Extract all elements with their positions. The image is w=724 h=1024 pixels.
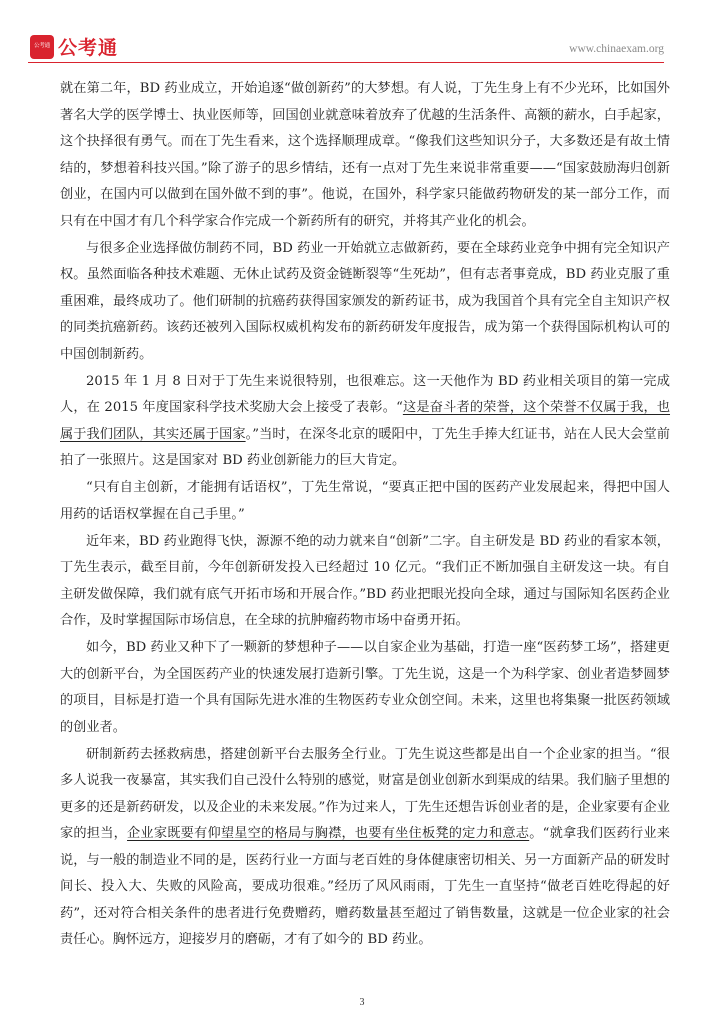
paragraph-1	[60, 76, 670, 235]
underlined-text: 这是奋斗者的荣誉，这个荣誉不仅属于我，也属于我们团队，其实还属于国家	[60, 400, 671, 442]
paragraph-text: 2015 年 1 月 8 日对于丁先生来说很特别，也很难忘。这一天他作为 BD 药业相关项目的第一完成人，在 2015 年度国家科学技术奖励大会上接受了表彰。“	[60, 373, 670, 415]
document-body	[60, 76, 670, 954]
header-divider	[28, 62, 664, 63]
paragraph-text: “只有自主创新，才能拥有话语权”，丁先生常说，“要真正把中国的医药产业发展起来，得把中国人用药的话语权掌握在自己手里。”	[60, 480, 670, 522]
paragraph-2	[60, 236, 670, 369]
logo-badge-text: 公考通	[34, 43, 50, 50]
logo-badge	[30, 35, 54, 59]
paragraph-6	[60, 635, 670, 741]
paragraph-text: 研制新药去拯救病患，搭建创新平台去服务全行业。丁先生说这些都是出自一个企业家的担当。“很多人说我一夜暴富，其实我们自己没什么特别的感觉，财富是创业创新水到渠成的结果。我们脑子里想的更多的还是新药研发，以及企业的未来发展。”作为过来人，丁先生还想告诉创业者的是，企业家要有企业家的担当，	[60, 746, 670, 841]
site-url: www.chinaexam.org	[569, 43, 664, 55]
paragraph-text: 。”当时，在深冬北京的暖阳中，丁先生手捧大红证书，站在人民大会堂前拍了一张照片。这是国家对 BD 药业创新能力的巨大肯定。	[60, 426, 670, 468]
page-header	[28, 28, 664, 62]
paragraph-text: 如今，BD 药业又种下了一颗新的梦想种子——以自家企业为基础，打造一座“医药梦工场”，搭建更大的创新平台，为全国医药产业的快速发展打造新引擎。丁先生说，这是一个为科学家、创业者造梦圆梦的项目，目标是打造一个具有国际先进水准的生物医药专业众创空间。未来，这里也将集聚一批医药领域的创业者。	[60, 640, 670, 735]
underlined-text: 企业家既要有仰望星空的格局与胸襟，也要有坐住板凳的定力和意志	[127, 826, 530, 841]
paragraph-5	[60, 529, 670, 635]
logo-text: 公考通	[58, 37, 119, 59]
paragraph-text: 近年来，BD 药业跑得飞快，源源不绝的动力就来自“创新”二字。自主研发是 BD 药业的看家本领，丁先生表示，截至目前，今年创新研发投入已经超过 10 亿元。“我们正不断加强自主研发这一块。有自主研发做保障，我们就有底气开拓市场和开展合作。”BD 药业把眼光投向全球，通过与国际知名医药企业合作，及时掌握国际市场信息，在全球的抗肿瘤药物市场中奋勇开拓。	[60, 533, 670, 628]
paragraph-text: 就在第二年，BD 药业成立，开始追逐“做创新药”的大梦想。有人说，丁先生身上有不少光环，比如国外著名大学的医学博士、执业医师等，回国创业就意味着放弃了优越的生活条件、高额的薪水，白手起家，这个抉择很有勇气。而在丁先生看来，这个选择顺理成章。“像我们这些知识分子，大多数还是有故土情结的，梦想着科技兴国。”除了游子的思乡情结，还有一点对丁先生来说非常重要——“国家鼓励海归创新创业，在国内可以做到在国外做不到的事”。他说，在国外，科学家只能做药物研发的某一部分工作，而只有在中国才有几个科学家合作完成一个新药所有的研究，并将其产业化的机会。	[60, 81, 670, 229]
paragraph-text: 与很多企业选择做仿制药不同，BD 药业一开始就立志做新药，要在全球药业竞争中拥有完全知识产权。虽然面临各种技术难题、无休止试药及资金链断裂等“生死劫”，但有志者事竟成，BD 药业克服了重重困难，最终成功了。他们研制的抗癌药获得国家颁发的新药证书，成为我国首个具有完全自主知识产权的同类抗癌新药。该药还被列入国际权威机构发布的新药研发年度报告，成为第一个获得国际机构认可的中国创制新药。	[60, 240, 670, 362]
paragraph-3	[60, 369, 670, 475]
paragraph-7	[60, 742, 670, 954]
paragraph-4	[60, 475, 670, 528]
page-number: 3	[359, 997, 365, 1008]
paragraph-text: 。“就拿我们医药行业来说，与一般的制造业不同的是，医药行业一方面与老百姓的身体健康密切相关、另一方面新产品的研发时间长、投入大、失败的风险高，要成功很难。”经历了风风雨雨，丁先生一直坚持“做老百姓吃得起的好药”，还对符合相关条件的患者进行免费赠药，赠药数量甚至超过了销售数量，这就是一位企业家的社会责任心。胸怀远方，迎接岁月的磨砺，才有了如今的 BD 药业。	[60, 826, 670, 947]
